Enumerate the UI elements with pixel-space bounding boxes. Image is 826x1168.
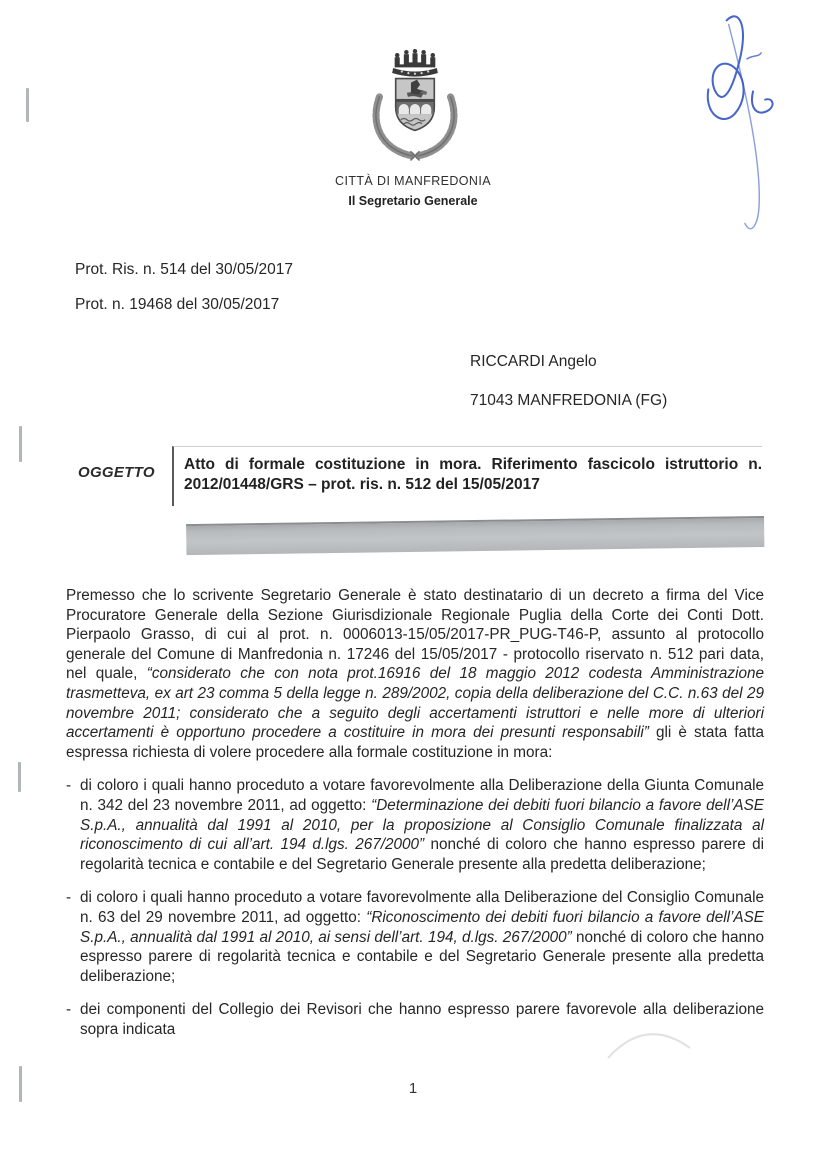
manfredonia-coat-of-arms-icon — [352, 40, 478, 171]
premise-closing: gli è stata fatta espressa richiesta di volere procedere alla formale costituzione in mora: — [66, 724, 764, 761]
premise-quote: “considerato che con nota prot.16916 del 18 maggio 2012 codesta Amministrazione trasmetteva, ex art 23 comma 5 della legge n. 289/2002, copia della deliberazione del C.C. n.63 del 29 novembre 2011; considerato che a seguito degli accertamenti istruttori e nelle more di ulteriori accertamenti è opportuno procedere a costituire in mora dei presunti responsabili” — [66, 665, 765, 742]
bullet-dash: - — [66, 777, 72, 795]
bullet-text: dei componenti del Collegio dei Revisori che hanno espresso parere favorevole alla deliberazione sopra indicata — [80, 1001, 764, 1038]
bullet-dash: - — [66, 889, 72, 907]
recipient-block — [470, 352, 667, 430]
bullet-quote: “Determinazione dei debiti fuori bilancio a favore dell’ASE S.p.A., annualità dal 1991 al 2010, per la proposizione al Consiglio Comunale finalizzata al riconoscimento di cui all’art. 194 d.lgs. 267/2000” — [80, 796, 764, 854]
bullet-dash: - — [66, 1001, 72, 1019]
letter-body — [66, 586, 764, 1039]
handwritten-signature-icon — [686, 6, 818, 250]
premise-paragraph — [66, 586, 764, 762]
recipient-name: RICCARDI Angelo — [470, 353, 597, 370]
scan-artifact-mark — [19, 426, 22, 462]
bullet-closing: nonché di coloro che hanno espresso parere di regolarità tecnica e contabile e del Segretario Generale presente alla predetta deliberazione; — [80, 928, 764, 985]
subject-section — [78, 446, 768, 506]
city-name: CITTÀ DI MANFREDONIA — [335, 174, 491, 188]
bullet-text: di coloro i quali hanno proceduto a votare favorevolmente alla Deliberazione della Giunta Comunale n. 342 del 23 novembre 2011, ad oggetto: — [80, 777, 764, 814]
protocol-block — [75, 260, 293, 330]
list-item — [66, 888, 764, 986]
scan-artifact-mark — [26, 88, 29, 122]
subject-text: Atto di formale costituzione in mora. Riferimento fascicolo istruttorio n. 2012/01448/GRS – prot. ris. n. 512 del 15/05/2017 — [184, 456, 762, 493]
list-item — [66, 776, 764, 874]
premise-text: Premesso che lo scrivente Segretario Generale è stato destinatario di un decreto a firma del Vice Procuratore Generale della Sezione Giurisdizionale Regionale Puglia della Corte dei Conti Dott. Pierpaolo Grasso, di cui al prot. n. 0006013-15/05/2017-PR_PUG-T46-P, assunto al protocollo generale del Comune di Manfredonia n. 17246 del 15/05/2017 - protocollo riservato n. 512 pari data, nel quale, — [66, 587, 764, 683]
page-number: 1 — [408, 1080, 418, 1097]
protocol-line-2: Prot. n. 19468 del 30/05/2017 — [75, 296, 280, 313]
scan-artifact-arc — [598, 1022, 698, 1068]
subject-label: OGGETTO — [78, 464, 155, 481]
recipient-address: 71043 MANFREDONIA (FG) — [470, 392, 668, 409]
bullet-quote: “Riconoscimento dei debiti fuori bilancio a favore dell’ASE S.p.A., annualità dal 1991 al 2010, ai sensi dell’art. 194, d.lgs. 267/2000” — [80, 908, 765, 946]
subject-box — [172, 446, 762, 506]
protocol-line-1: Prot. Ris. n. 514 del 30/05/2017 — [75, 261, 294, 278]
office-name: Il Segretario Generale — [348, 194, 478, 208]
redaction-bar — [186, 516, 764, 555]
bullet-closing: nonché di coloro che hanno espresso parere di regolarità tecnica e contabile e del Segretario Generale presente alla predetta deliberazione; — [80, 836, 764, 873]
bullet-text: di coloro i quali hanno proceduto a votare favorevolmente alla Deliberazione del Consiglio Comunale n. 63 del 29 novembre 2011, ad oggetto: — [80, 889, 764, 926]
scan-artifact-mark — [18, 762, 21, 792]
